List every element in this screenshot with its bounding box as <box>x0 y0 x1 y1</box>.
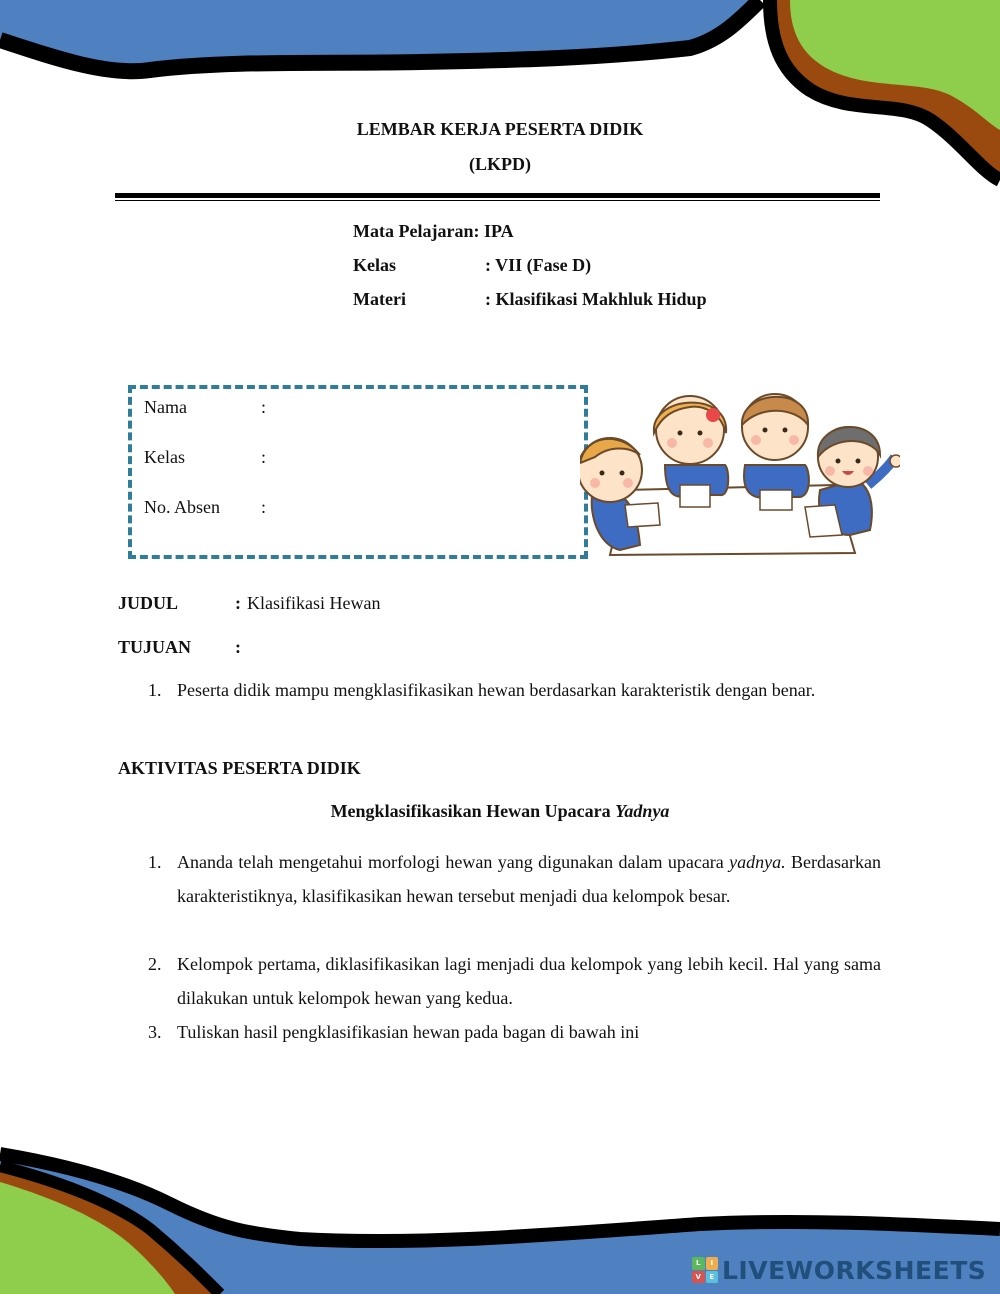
meta-material-label: Materi <box>353 289 406 309</box>
activity-subheading <box>0 801 1000 822</box>
judul-colon: : <box>235 593 241 613</box>
title-divider-thin <box>115 200 880 201</box>
title-divider-thick <box>115 193 880 198</box>
activity-item-text-a: Ananda telah mengetahui morfologi hewan yang digunakan dalam upacara <box>177 852 724 872</box>
activity-item-1 <box>148 845 881 947</box>
tujuan-item-text: Peserta didik mampu mengklasifikasikan hewan berdasarkan karakteristik dengan benar. <box>177 680 816 700</box>
identity-class-row <box>144 447 267 468</box>
activity-item-text <box>177 845 881 913</box>
tujuan-list <box>148 673 881 707</box>
activity-item-text-italic: yadnya. <box>729 852 786 872</box>
meta-subject-label: Mata Pelajaran <box>353 221 474 241</box>
identity-class-colon: : <box>261 447 267 467</box>
tujuan-colon: : <box>235 637 241 657</box>
top-wave-decoration <box>0 0 1000 210</box>
judul-label: JUDUL <box>118 593 179 613</box>
identity-class-label: Kelas <box>144 447 185 467</box>
meta-class-value: : VII (Fase D) <box>485 255 592 275</box>
liveworksheets-logo <box>692 1255 986 1285</box>
activity-item-text-b: Berdasarkan karakteristiknya, klasifikasikan hewan tersebut menjadi dua kelompok besar. <box>177 852 881 906</box>
page-subtitle: (LKPD) <box>469 154 531 174</box>
identity-absen-label: No. Absen <box>144 497 220 517</box>
brand-mark-i: I <box>706 1257 719 1270</box>
brand-mark-e: E <box>706 1271 719 1284</box>
students-illustration <box>580 385 900 560</box>
meta-subject <box>353 221 514 242</box>
identity-name-row <box>144 397 267 418</box>
activity-heading: AKTIVITAS PESERTA DIDIK <box>118 758 361 778</box>
identity-box <box>128 385 588 559</box>
identity-name-colon: : <box>261 397 267 417</box>
activity-subheading-italic: Yadnya <box>615 801 670 821</box>
page-title: LEMBAR KERJA PESERTA DIDIK <box>356 119 644 139</box>
brand-mark-l: L <box>692 1257 705 1270</box>
liveworksheets-mark-icon <box>692 1257 718 1283</box>
tujuan-label: TUJUAN <box>118 637 192 657</box>
judul-row <box>118 593 381 614</box>
activity-subheading-text: Mengklasifikasikan Hewan Upacara <box>330 801 611 821</box>
identity-name-label: Nama <box>144 397 187 417</box>
activity-item-number: 3. <box>148 1022 162 1042</box>
meta-class-label: Kelas <box>353 255 396 275</box>
identity-absen-row <box>144 497 267 518</box>
meta-material <box>353 289 707 310</box>
meta-class <box>353 255 592 276</box>
meta-subject-value: : IPA <box>473 221 514 241</box>
tujuan-item-number: 1. <box>148 680 162 700</box>
identity-absen-colon: : <box>261 497 267 517</box>
tujuan-row <box>118 637 241 658</box>
activity-item-number: 1. <box>148 852 162 872</box>
activity-item-3 <box>148 1015 881 1049</box>
judul-value: Klasifikasi Hewan <box>247 593 381 613</box>
liveworksheets-text: LIVEWORKSHEETS <box>722 1255 987 1285</box>
activity-item-text: Tuliskan hasil pengklasifikasian hewan pada bagan di bawah ini <box>177 1022 640 1042</box>
activity-item-text: Kelompok pertama, diklasifikasikan lagi menjadi dua kelompok yang lebih kecil. Hal yang sama dilakukan untuk kelompok hewan yang kedua. <box>177 954 881 1008</box>
brand-mark-v: V <box>692 1271 705 1284</box>
meta-material-value: : Klasifikasi Makhluk Hidup <box>485 289 707 309</box>
activity-item-2 <box>148 947 881 1015</box>
activity-item-number: 2. <box>148 954 162 974</box>
